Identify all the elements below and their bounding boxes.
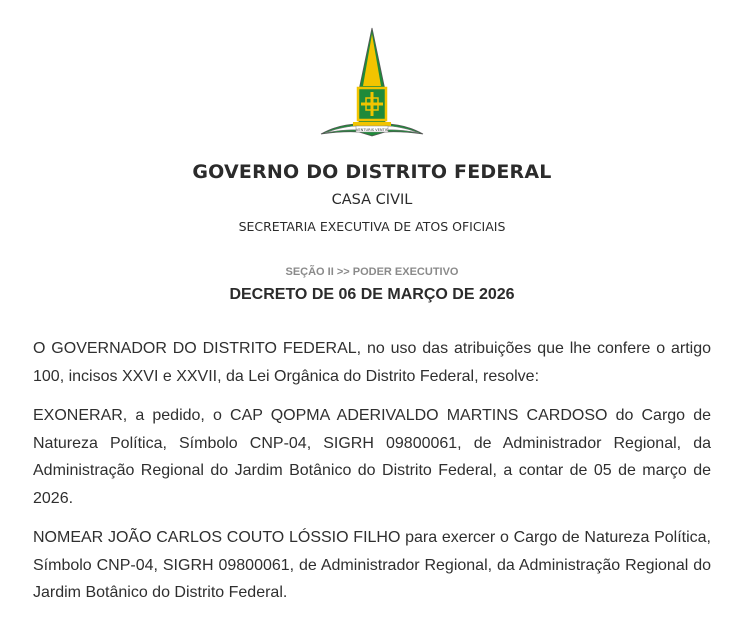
- emblem-motto: VENTURIS VENTIS: [355, 128, 389, 132]
- brasao-df-emblem-icon: [319, 26, 425, 138]
- decree-title: DECRETO DE 06 DE MARÇO DE 2026: [229, 286, 515, 303]
- section-label: SEÇÃO II >> PODER EXECUTIVO: [285, 266, 459, 278]
- department-title: CASA CIVIL: [331, 192, 413, 208]
- paragraph-appointment: NOMEAR JOÃO CARLOS COUTO LÓSSIO FILHO para exercer o Cargo de Natureza Política, Símbolo CNP-04, SIGRH 09800061, de Administrador Regional, da Administração Regional do Jardim Botânico do Distrito Federal.: [33, 529, 711, 601]
- government-title: GOVERNO DO DISTRITO FEDERAL: [192, 161, 552, 183]
- paragraph-exoneration: EXONERAR, a pedido, o CAP QOPMA ADERIVALDO MARTINS CARDOSO do Cargo de Natureza Política, Símbolo CNP-04, SIGRH 09800061, de Administrador Regional, da Administração Regional do Jardim Botânico do Distrito Federal, a contar de 05 de março de 2026.: [33, 407, 711, 507]
- decree-body: [33, 335, 711, 619]
- paragraph-preamble: O GOVERNADOR DO DISTRITO FEDERAL, no uso das atribuições que lhe confere o artigo 100, incisos XXVI e XXVII, da Lei Orgânica do Distrito Federal, resolve:: [33, 340, 711, 385]
- secretariat-title: SECRETARIA EXECUTIVA DE ATOS OFICIAIS: [238, 219, 506, 234]
